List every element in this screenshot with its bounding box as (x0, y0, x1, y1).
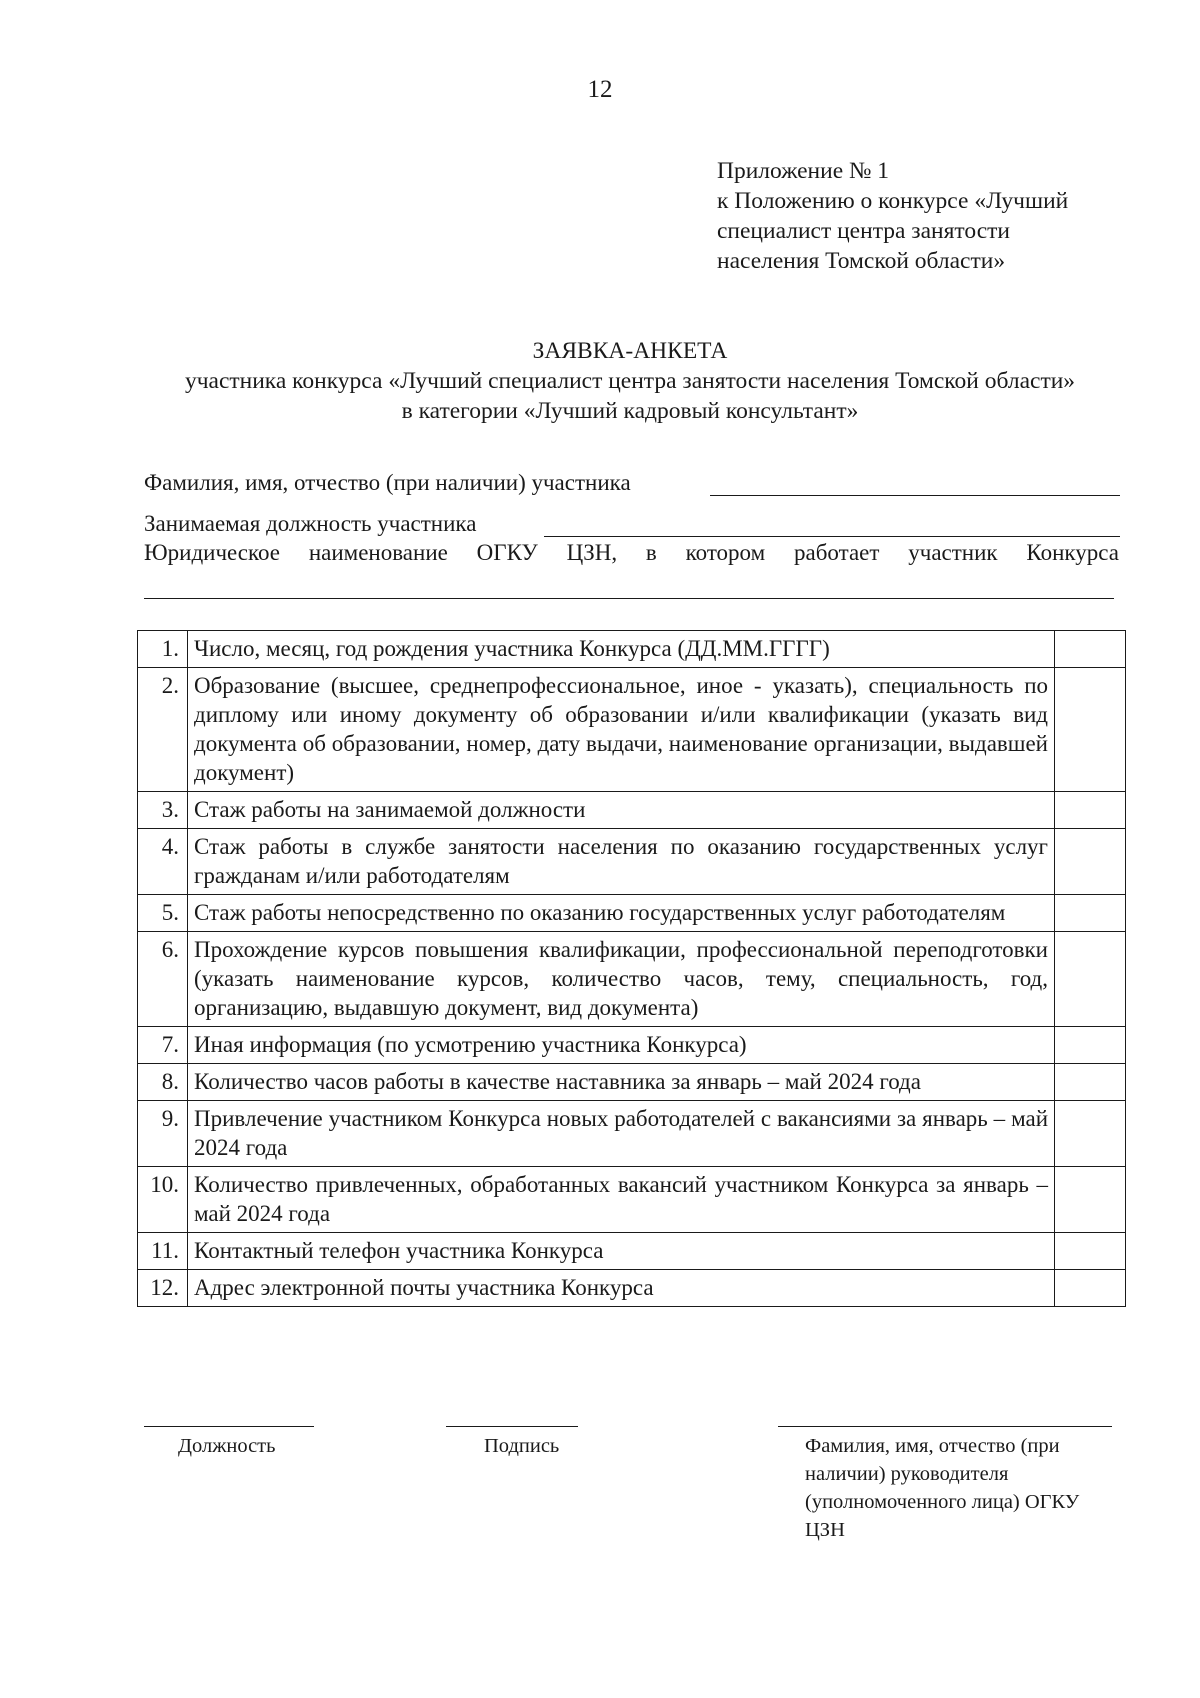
row-number: 10. (138, 1167, 188, 1233)
questionnaire-table (137, 630, 1126, 1307)
full-name-field[interactable] (710, 495, 1120, 496)
row-question: Стаж работы на занимаемой должности (188, 792, 1055, 829)
row-number: 7. (138, 1027, 188, 1064)
row-question: Образование (высшее, среднепрофессиональное, иное - указать), специальность по диплому или иному документу об образовании и/или квалификации (указать вид документа об образовании, номер, дату выдачи, наименование организации, выдавшей документ) (188, 668, 1055, 792)
table-row (138, 932, 1126, 1027)
row-number: 8. (138, 1064, 188, 1101)
table-row (138, 829, 1126, 895)
appendix-note (717, 156, 1177, 276)
head-name-caption-line: ЦЗН (805, 1519, 845, 1541)
table-row (138, 1233, 1126, 1270)
appendix-line: населения Томской области» (717, 248, 1006, 274)
appendix-line: специалист центра занятости (717, 218, 1010, 244)
head-name-signature-line[interactable] (778, 1426, 1112, 1427)
row-question: Прохождение курсов повышения квалификации, профессиональной переподготовки (указать наименование курсов, количество часов, тему, специальность, год, организацию, выдавшую документ, вид документа) (188, 932, 1055, 1027)
head-name-caption-line: Фамилия, имя, отчество (при (805, 1435, 1060, 1457)
row-number: 1. (138, 631, 188, 668)
row-question: Адрес электронной почты участника Конкурса (188, 1270, 1055, 1307)
row-answer-cell[interactable] (1055, 631, 1126, 668)
legal-name-field[interactable] (144, 598, 1114, 599)
table-row (138, 631, 1126, 668)
row-answer-cell[interactable] (1055, 1027, 1126, 1064)
row-answer-cell[interactable] (1055, 1233, 1126, 1270)
row-number: 9. (138, 1101, 188, 1167)
table-row (138, 1270, 1126, 1307)
row-question: Контактный телефон участника Конкурса (188, 1233, 1055, 1270)
legal-name-word: в (645, 540, 657, 565)
row-answer-cell[interactable] (1055, 932, 1126, 1027)
legal-name-word: наименование (308, 540, 448, 565)
position-field[interactable] (544, 536, 1120, 537)
page-number: 12 (587, 76, 613, 103)
row-question: Привлечение участником Конкурса новых работодателей с вакансиями за январь – май 2024 года (188, 1101, 1055, 1167)
row-question: Количество привлеченных, обработанных вакансий участником Конкурса за январь – май 2024 года (188, 1167, 1055, 1233)
position-label: Занимаемая должность участника (144, 511, 477, 536)
row-answer-cell[interactable] (1055, 1064, 1126, 1101)
head-name-caption (805, 1432, 1125, 1544)
title-subtitle: участника конкурса «Лучший специалист центра занятости населения Томской области» (184, 368, 1076, 394)
row-number: 2. (138, 668, 188, 792)
row-question: Стаж работы непосредственно по оказанию государственных услуг работодателям (188, 895, 1055, 932)
legal-name-word: ЦЗН, (566, 540, 618, 565)
position-signature-line[interactable] (144, 1426, 314, 1427)
row-question: Иная информация (по усмотрению участника Конкурса) (188, 1027, 1055, 1064)
table-row (138, 895, 1126, 932)
head-name-caption-line: наличии) руководителя (805, 1463, 1009, 1485)
head-name-caption-line: (уполномоченного лица) ОГКУ (805, 1491, 1080, 1513)
appendix-line: к Положению о конкурсе «Лучший (717, 188, 1069, 214)
row-answer-cell[interactable] (1055, 1270, 1126, 1307)
row-answer-cell[interactable] (1055, 1167, 1126, 1233)
row-answer-cell[interactable] (1055, 668, 1126, 792)
table-row (138, 1064, 1126, 1101)
title-category: в категории «Лучший кадровый консультант» (401, 398, 859, 424)
legal-name-word: Конкурса (1026, 540, 1119, 565)
appendix-line: Приложение № 1 (717, 158, 890, 184)
row-answer-cell[interactable] (1055, 895, 1126, 932)
legal-name-word: работает (794, 540, 880, 565)
row-number: 6. (138, 932, 188, 1027)
row-answer-cell[interactable] (1055, 1101, 1126, 1167)
signature-caption: Подпись (484, 1435, 560, 1457)
row-number: 12. (138, 1270, 188, 1307)
row-question: Количество часов работы в качестве наставника за январь – май 2024 года (188, 1064, 1055, 1101)
row-answer-cell[interactable] (1055, 792, 1126, 829)
row-number: 5. (138, 895, 188, 932)
table-row (138, 1167, 1126, 1233)
row-answer-cell[interactable] (1055, 829, 1126, 895)
legal-name-word: Юридическое (144, 540, 281, 565)
row-number: 4. (138, 829, 188, 895)
table-row (138, 668, 1126, 792)
row-question: Стаж работы в службе занятости населения по оказанию государственных услуг гражданам и/или работодателям (188, 829, 1055, 895)
title-heading: ЗАЯВКА-АНКЕТА (532, 338, 728, 364)
document-title (0, 336, 1200, 426)
table-row (138, 1101, 1126, 1167)
full-name-label: Фамилия, имя, отчество (при наличии) участника (144, 470, 631, 495)
legal-name-label (144, 540, 1119, 566)
legal-name-word: участник (908, 540, 998, 565)
legal-name-word: котором (685, 540, 766, 565)
row-number: 11. (138, 1233, 188, 1270)
table-row (138, 1027, 1126, 1064)
table-row (138, 792, 1126, 829)
position-caption: Должность (178, 1435, 276, 1457)
row-number: 3. (138, 792, 188, 829)
legal-name-word: ОГКУ (476, 540, 538, 565)
row-question: Число, месяц, год рождения участника Конкурса (ДД.ММ.ГГГГ) (188, 631, 1055, 668)
signature-line[interactable] (446, 1426, 578, 1427)
